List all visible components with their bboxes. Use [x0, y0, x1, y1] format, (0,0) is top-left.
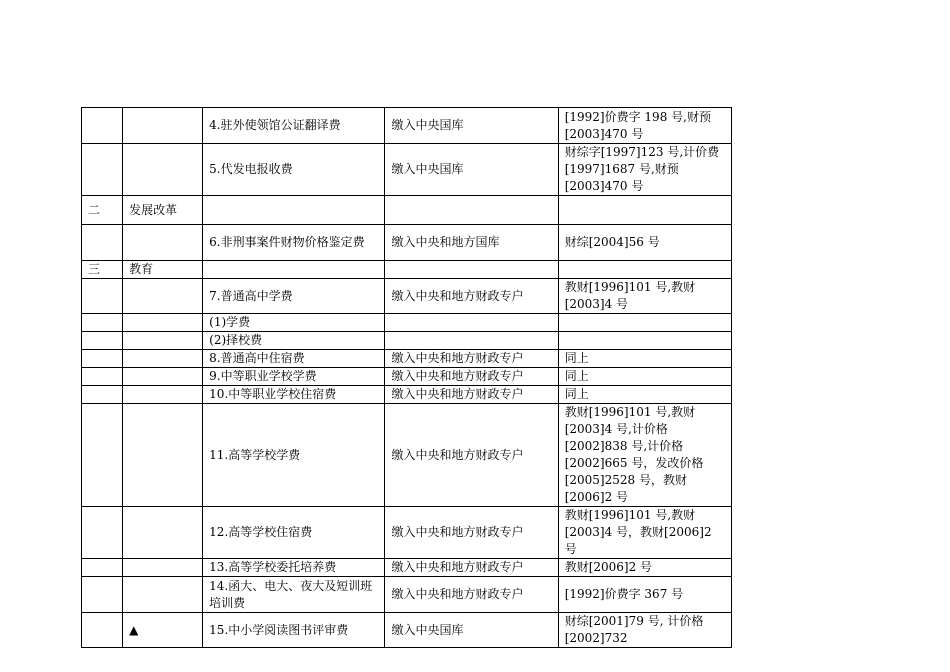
row-category [123, 332, 203, 350]
fee-document-ref: 财综字[1997]123 号,计价费[1997]1687 号,财预[2003]470 号 [558, 144, 731, 196]
fee-destination: 缴入中央和地方财政专户 [385, 577, 558, 613]
fee-document-ref: 教财[1996]101 号,教财[2003]4 号，教财[2006]2 号 [558, 507, 731, 559]
table-row [82, 404, 732, 507]
row-category [123, 507, 203, 559]
table-row [82, 507, 732, 559]
fee-destination: 缴入中央和地方财政专户 [385, 350, 558, 368]
fee-item: 5.代发电报收费 [203, 144, 385, 196]
row-category [123, 404, 203, 507]
fee-document-ref [558, 196, 731, 225]
row-category [123, 144, 203, 196]
row-number [82, 386, 123, 404]
triangle-marker-icon: ▲ [123, 613, 203, 648]
fee-destination [385, 332, 558, 350]
row-number [82, 314, 123, 332]
fee-destination: 缴入中央和地方财政专户 [385, 386, 558, 404]
table-row [82, 261, 732, 279]
fee-item: 9.中等职业学校学费 [203, 368, 385, 386]
fee-document-ref: [1992]价费字 367 号 [558, 577, 731, 613]
fee-item: 11.高等学校学费 [203, 404, 385, 507]
table-row [82, 332, 732, 350]
fee-destination: 缴入中央和地方财政专户 [385, 559, 558, 577]
fee-document-ref [558, 261, 731, 279]
fee-document-ref: 同上 [558, 386, 731, 404]
fee-document-ref: 教财[1996]101 号,教财[2003]4 号,计价格[2002]838 号,计价格[2002]665 号，发改价格[2005]2528 号，教财[2006]2 号 [558, 404, 731, 507]
fee-item: 10.中等职业学校住宿费 [203, 386, 385, 404]
fee-document-ref: [1992]价费字 198 号,财预[2003]470 号 [558, 108, 731, 144]
fee-subitem: (2)择校费 [203, 332, 385, 350]
row-category [123, 350, 203, 368]
fee-item: 4.驻外使领馆公证翻译费 [203, 108, 385, 144]
row-number [82, 350, 123, 368]
row-number [82, 559, 123, 577]
row-number: 二 [82, 196, 123, 225]
row-number [82, 144, 123, 196]
table-row [82, 196, 732, 225]
row-category [123, 279, 203, 314]
table-row [82, 279, 732, 314]
table-row [82, 144, 732, 196]
fee-document-ref: 财综[2004]56 号 [558, 225, 731, 261]
fee-document-ref: 教财[2006]2 号 [558, 559, 731, 577]
fee-table [81, 107, 732, 648]
row-category [123, 559, 203, 577]
row-number [82, 332, 123, 350]
fee-destination: 缴入中央和地方财政专户 [385, 368, 558, 386]
table-row [82, 559, 732, 577]
fee-destination: 缴入中央和地方财政专户 [385, 404, 558, 507]
table-row [82, 613, 732, 648]
fee-item: 15.中小学阅读图书评审费 [203, 613, 385, 648]
row-category [123, 577, 203, 613]
fee-item: 7.普通高中学费 [203, 279, 385, 314]
fee-destination: 缴入中央和地方国库 [385, 225, 558, 261]
row-category: 发展改革 [123, 196, 203, 225]
row-number [82, 108, 123, 144]
row-number: 三 [82, 261, 123, 279]
fee-document-ref: 同上 [558, 350, 731, 368]
row-number [82, 613, 123, 648]
fee-destination [385, 314, 558, 332]
row-category [123, 314, 203, 332]
fee-destination: 缴入中央国库 [385, 144, 558, 196]
fee-destination: 缴入中央国库 [385, 613, 558, 648]
fee-subitem: (1)学费 [203, 314, 385, 332]
fee-document-ref [558, 332, 731, 350]
row-number [82, 507, 123, 559]
row-category [123, 225, 203, 261]
fee-item: 6.非刑事案件财物价格鉴定费 [203, 225, 385, 261]
row-number [82, 368, 123, 386]
fee-item: 14.函大、电大、夜大及短训班培训费 [203, 577, 385, 613]
fee-destination [385, 261, 558, 279]
row-category [123, 108, 203, 144]
fee-document-ref: 同上 [558, 368, 731, 386]
fee-document-ref: 教财[1996]101 号,教财[2003]4 号 [558, 279, 731, 314]
row-category: 教育 [123, 261, 203, 279]
table-row [82, 368, 732, 386]
table-row [82, 350, 732, 368]
fee-item: 12.高等学校住宿费 [203, 507, 385, 559]
fee-destination [385, 196, 558, 225]
fee-destination: 缴入中央和地方财政专户 [385, 507, 558, 559]
fee-document-ref [558, 314, 731, 332]
row-category [123, 368, 203, 386]
row-number [82, 225, 123, 261]
table-row [82, 577, 732, 613]
table-row [82, 108, 732, 144]
fee-item [203, 196, 385, 225]
fee-destination: 缴入中央和地方财政专户 [385, 279, 558, 314]
row-number [82, 404, 123, 507]
fee-item: 13.高等学校委托培养费 [203, 559, 385, 577]
fee-document-ref: 财综[2001]79 号, 计价格[2002]732 [558, 613, 731, 648]
table-row [82, 314, 732, 332]
fee-destination: 缴入中央国库 [385, 108, 558, 144]
table-row [82, 386, 732, 404]
fee-item [203, 261, 385, 279]
fee-item: 8.普通高中住宿费 [203, 350, 385, 368]
row-number [82, 577, 123, 613]
table-row [82, 225, 732, 261]
row-number [82, 279, 123, 314]
row-category [123, 386, 203, 404]
